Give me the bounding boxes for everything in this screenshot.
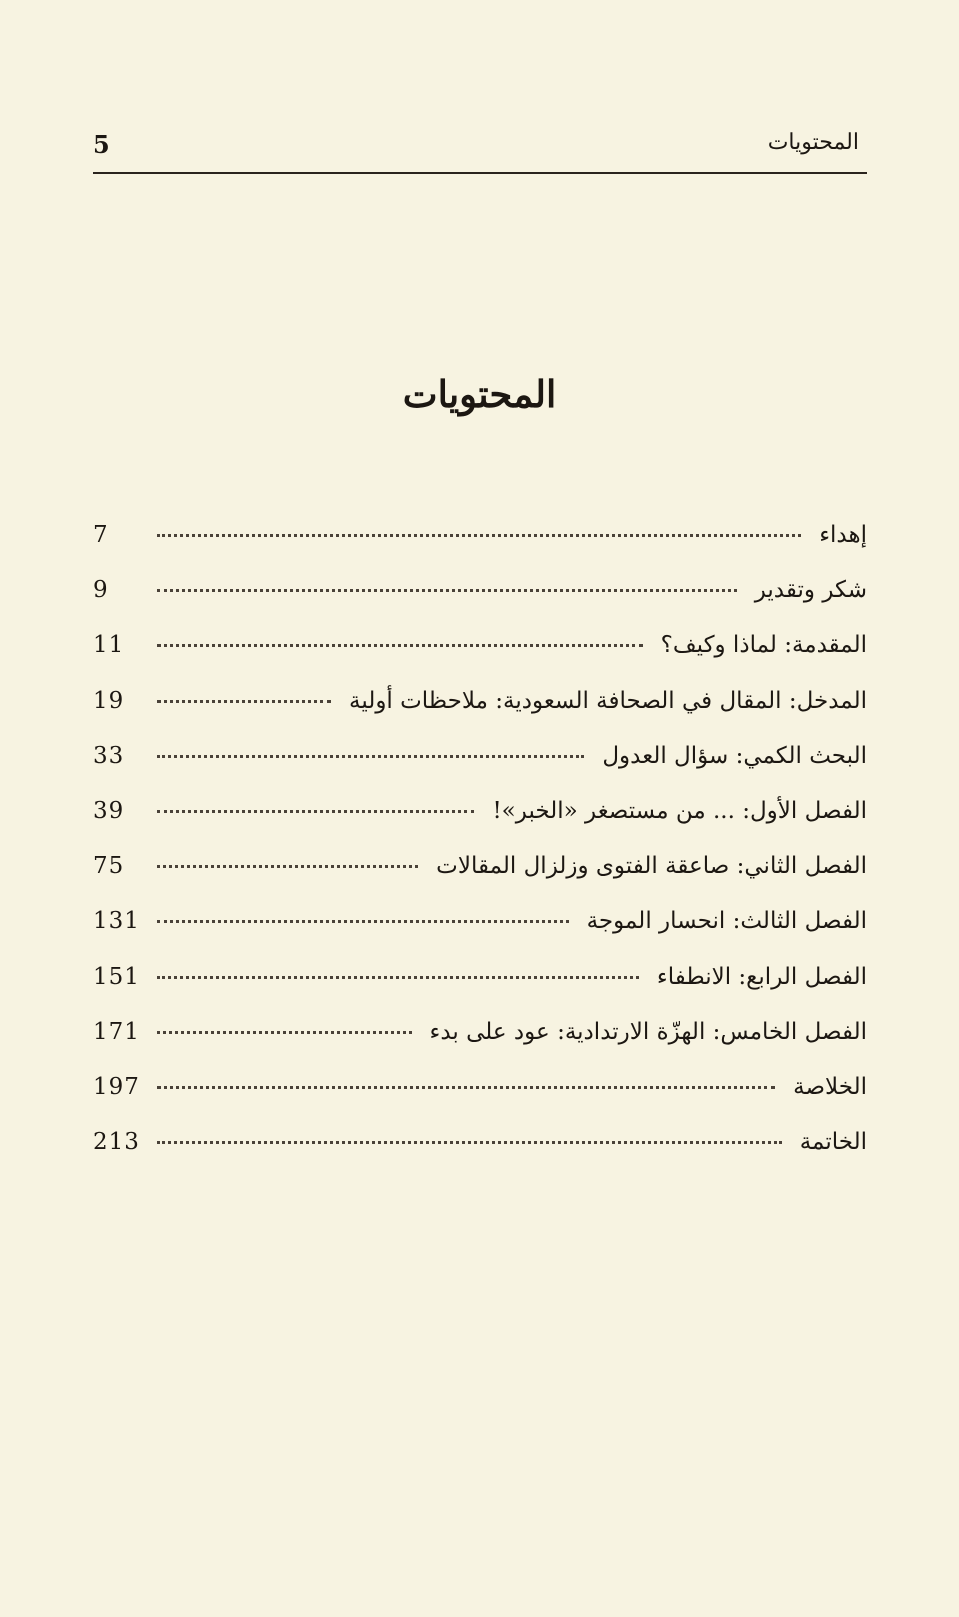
toc-entry: [93, 964, 867, 1019]
toc-entry-page: 33: [93, 742, 125, 769]
toc-entry-page: 7: [93, 522, 109, 548]
toc-entry: [93, 908, 867, 963]
toc-entry-page: 197: [93, 1073, 140, 1100]
dot-leader: [157, 976, 639, 979]
toc-entry-title: الفصل الرابع: الانطفاء: [656, 963, 867, 990]
toc-entry: [93, 743, 867, 798]
toc-entry-title: الخاتمة: [799, 1129, 867, 1156]
dot-leader: [157, 755, 584, 758]
header-title: المحتويات: [767, 130, 859, 155]
toc-entry-page: 131: [93, 908, 140, 935]
dot-leader: [157, 700, 331, 703]
dot-leader: [157, 1141, 782, 1144]
dot-leader: [157, 810, 474, 813]
dot-leader: [157, 920, 569, 923]
toc-entry-title: الفصل الثالث: انحسار الموجة: [586, 908, 867, 935]
dot-leader: [157, 865, 418, 868]
page-number: 5: [93, 130, 110, 159]
table-of-contents: [93, 522, 867, 1184]
dot-leader: [157, 1086, 775, 1089]
toc-entry-page: 11: [93, 632, 125, 659]
toc-entry: [93, 577, 867, 632]
dot-leader: [157, 589, 737, 592]
toc-entry: [93, 1129, 867, 1184]
toc-entry: [93, 798, 867, 853]
toc-entry: [93, 1074, 867, 1129]
toc-entry-page: 19: [93, 687, 125, 714]
dot-leader: [157, 1031, 412, 1034]
toc-entry-page: 39: [93, 797, 125, 824]
toc-entry-title: الفصل الثاني: صاعقة الفتوى وزلزال المقالات: [436, 853, 867, 880]
toc-entry-title: الفصل الخامس: الهزّة الارتدادية: عود على بدء: [429, 1018, 867, 1045]
dot-leader: [157, 644, 643, 647]
toc-entry-page: 171: [93, 1018, 140, 1045]
toc-entry-page: 9: [93, 577, 109, 604]
toc-entry: [93, 522, 867, 577]
toc-entry-page: 213: [93, 1129, 140, 1156]
toc-entry: [93, 632, 867, 687]
page-title: المحتويات: [402, 372, 557, 416]
toc-entry-page: 75: [93, 853, 125, 880]
toc-entry-title: شكر وتقدير: [754, 577, 867, 604]
dot-leader: [157, 534, 801, 537]
toc-entry-page: 151: [93, 963, 140, 990]
toc-entry: [93, 853, 867, 908]
toc-entry-title: البحث الكمي: سؤال العدول: [602, 742, 867, 769]
running-header: [93, 122, 867, 174]
toc-entry: [93, 1019, 867, 1074]
toc-entry-title: المدخل: المقال في الصحافة السعودية: ملاحظات أولية: [349, 687, 867, 714]
toc-entry-title: الخلاصة: [793, 1073, 867, 1100]
toc-entry-title: إهداء: [819, 522, 867, 548]
toc-entry: [93, 688, 867, 743]
toc-entry-title: الفصل الأول: ... من مستصغر «الخبر»!: [492, 797, 867, 824]
toc-entry-title: المقدمة: لماذا وكيف؟: [660, 632, 867, 659]
